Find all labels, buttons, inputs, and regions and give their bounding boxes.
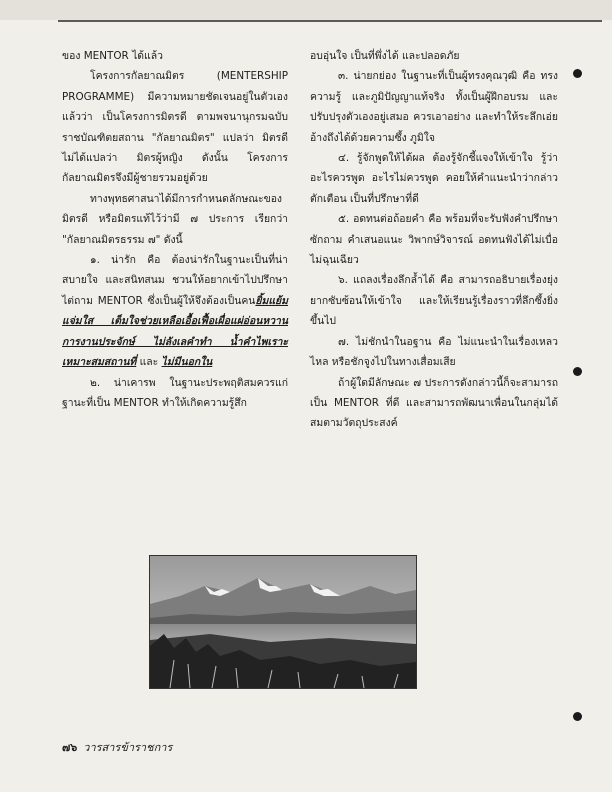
quality-1-text: ๑. น่ารัก คือ ต้องน่ารักในฐานะเป็นที่น่าสบายใจ และสนิทสนม ชวนให้อยากเข้าไปปรึกษาไต่ถาม MENTOR ซึ่งเป็นผู้ให้จึงต้องเป็นคน <box>62 254 288 307</box>
right-paragraph-6: ๗. ไม่ชักนำในอฐาน คือ ไม่แนะนำในเรื่องเหลวไหล หรือชักจูงไปในทางเสื่อมเสีย <box>310 335 558 369</box>
landscape-photo <box>149 555 417 689</box>
punch-hole-bottom <box>573 712 582 721</box>
top-margin <box>0 0 612 20</box>
punch-hole-top <box>573 69 582 78</box>
page-footer <box>62 738 172 756</box>
quality-1-emphasis: ยิ้มแย้มแจ่มใส เต็มใจช่วยเหลือเอื้อเฟื้อเผื่อแผ่อ่อนหวาน การงานประจักษ์ ไม่ลังเลคำทำ น้ำคำไพเราะ เหมาะสมสถานที่ <box>62 294 288 369</box>
right-paragraph-2: ๓. น่ายกย่อง ในฐานะที่เป็นผู้ทรงคุณวุฒิ คือ ทรงความรู้ และภูมิปัญญาแท้จริง ทั้งเป็นผู้ฝึกอบรม และปรับปรุงตัวเองอยู่เสมอ ควรเอาอย่าง และทำให้ระลึกเอ่ยอ้างถึงได้ด้วยความซึ้ง ภูมิใจ <box>310 70 558 144</box>
left-paragraph-1: ของ MENTOR ได้แล้ว <box>62 50 163 62</box>
right-paragraph-3: ๔. รู้จักพูดให้ได้ผล ต้องรู้จักชี้แจงให้เข้าใจ รู้ว่าอะไรควรพูด อะไรไม่ควรพูด คอยให้คำแนะนำว่ากล่าวตักเตือน เป็นที่ปรึกษาที่ดี <box>310 152 558 205</box>
left-column <box>62 46 288 413</box>
publication-title: วารสารข้าราชการ <box>83 741 173 754</box>
punch-hole-middle <box>573 367 582 376</box>
right-paragraph-7: ถ้าผู้ใดมีลักษณะ ๗ ประการดังกล่าวนี้ก็จะสามารถเป็น MENTOR ที่ดี และสามารถพัฒนาเพื่อนในกลุ่มได้สมตามวัตถุประสงค์ <box>310 376 558 430</box>
left-paragraph-4 <box>62 250 288 372</box>
page-number: ๗๖ <box>62 741 78 754</box>
left-paragraph-3: ทางพุทธศาสนาได้มีการกำหนดลักษณะของมิตรดี หรือมิตรแท้ไว้ว่ามี ๗ ประการ เรียกว่า "กัลยาณมิตรธรรม ๗" ดังนี้ <box>62 192 288 246</box>
left-paragraph-2: โครงการกัลยาณมิตร (MENTERSHIP PROGRAMME) มีความหมายชัดเจนอยู่ในตัวเองแล้วว่า เป็นโครงการมิตรดี ตามพจนานุกรมฉบับราชบัณฑิตยสถาน "กัลยาณมิตร" แปลว่า มิตรดี ไม่ได้แปลว่า มิตรผู้หญิง ดังนั้น โครงการกัลยาณมิตรจึงมีผู้ชายรวมอยู่ด้วย <box>62 70 288 185</box>
quality-1-emphasis-end: ไม่มีนอกใน <box>161 356 213 369</box>
right-column <box>310 46 558 434</box>
right-paragraph-4: ๕. อดทนต่อถ้อยคำ คือ พร้อมที่จะรับฟังคำปรึกษา ซักถาม คำเสนอแนะ วิพากษ์วิจารณ์ อดทนฟังได้ไม่เบื่อ ไม่ฉุนเฉียว <box>310 213 558 267</box>
right-paragraph-1: อบอุ่นใจ เป็นที่พึ่งได้ และปลอดภัย <box>310 50 460 62</box>
header-rule <box>58 20 602 22</box>
quality-1-conjunction: และ <box>136 356 159 369</box>
left-paragraph-5: ๒. น่าเคารพ ในฐานะประพฤติสมควรแก่ฐานะที่เป็น MENTOR ทำให้เกิดความรู้สึก <box>62 376 288 409</box>
landscape-illustration <box>150 556 416 688</box>
right-paragraph-5: ๖. แถลงเรื่องลึกล้ำได้ คือ สามารถอธิบายเรื่องยุ่งยากซับซ้อนให้เข้าใจ และให้เรียนรู้เรื่องราวที่ลึกซึ้งยิ่งขึ้นไป <box>310 274 558 328</box>
